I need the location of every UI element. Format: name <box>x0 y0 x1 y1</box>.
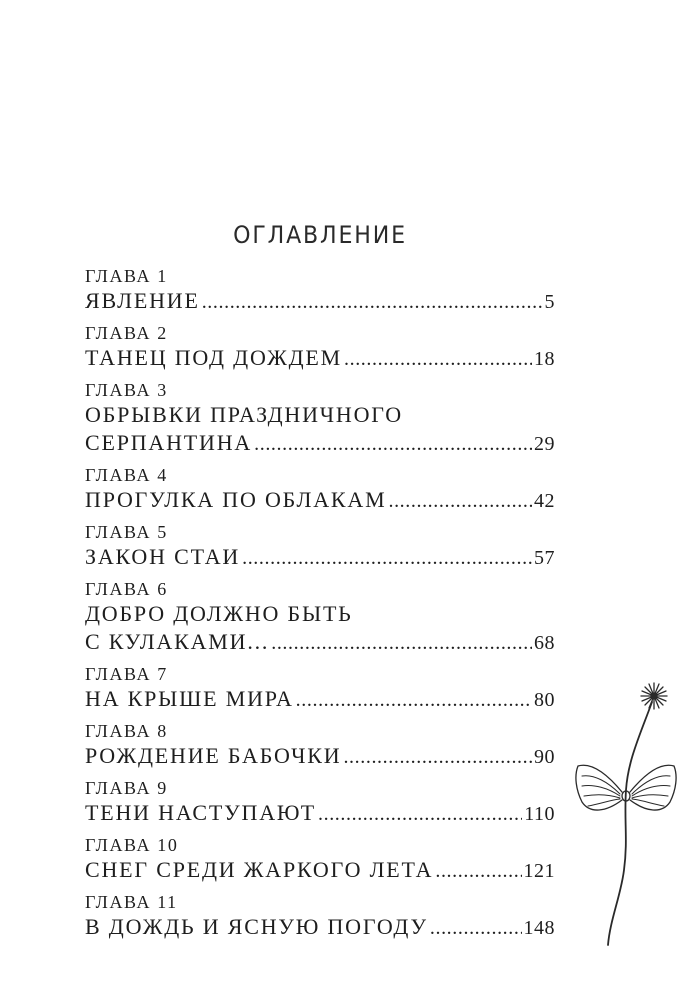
chapter-title-row <box>85 742 555 771</box>
page-number: 110 <box>524 803 555 825</box>
toc-entry <box>85 834 555 891</box>
chapter-title-row <box>85 344 555 373</box>
chapter-label: ГЛАВА 3 <box>85 380 168 400</box>
chapter-title-row <box>85 799 555 828</box>
chapter-label: ГЛАВА 8 <box>85 721 168 741</box>
toc-entry <box>85 663 555 720</box>
toc-entry <box>85 720 555 777</box>
chapter-label: ГЛАВА 9 <box>85 778 168 798</box>
chapter-title: ТАНЕЦ ПОД ДОЖДЕМ <box>85 345 342 370</box>
page-number: 121 <box>523 860 555 882</box>
toc-entry <box>85 891 555 948</box>
chapter-title-row <box>85 685 555 714</box>
toc-entry <box>85 379 555 464</box>
chapter-label: ГЛАВА 4 <box>85 465 168 485</box>
chapter-label: ГЛАВА 6 <box>85 579 168 599</box>
dot-leader <box>271 629 532 657</box>
chapter-title: ПРОГУЛКА ПО ОБЛАКАМ <box>85 487 387 512</box>
chapter-title: ДОБРО ДОЛЖНО БЫТЬ <box>85 601 353 626</box>
chapter-title: ЯВЛЕНИЕ <box>85 288 200 313</box>
toc-entry <box>85 265 555 322</box>
dot-leader <box>202 288 543 316</box>
dot-leader <box>296 686 532 714</box>
chapter-title-row <box>85 429 555 458</box>
chapter-title-row <box>85 287 555 316</box>
chapter-label: ГЛАВА 7 <box>85 664 168 684</box>
chapter-title: СЕРПАНТИНА <box>85 430 253 455</box>
toc-entry <box>85 464 555 521</box>
dot-leader <box>430 914 522 942</box>
chapter-label: ГЛАВА 11 <box>85 892 178 912</box>
dot-leader <box>388 487 532 515</box>
chapter-title: НА КРЫШЕ МИРА <box>85 686 294 711</box>
table-of-contents <box>85 265 555 948</box>
toc-entry <box>85 777 555 834</box>
chapter-title-row <box>85 628 555 657</box>
entry-spacer <box>85 942 555 948</box>
toc-entry <box>85 322 555 379</box>
chapter-title-row <box>85 543 555 572</box>
page-number: 148 <box>523 917 555 939</box>
page-number: 90 <box>534 746 555 768</box>
chapter-title-row <box>85 486 555 515</box>
chapter-title: С КУЛАКАМИ... <box>85 629 270 654</box>
chapter-title: ЗАКОН СТАИ <box>85 544 241 569</box>
dot-leader <box>254 430 532 458</box>
dot-leader <box>318 800 522 828</box>
page-number: 18 <box>534 348 555 370</box>
chapter-title: ОБРЫВКИ ПРАЗДНИЧНОГО <box>85 402 403 427</box>
chapter-label: ГЛАВА 2 <box>85 323 168 343</box>
chapter-title: ТЕНИ НАСТУПАЮТ <box>85 800 316 825</box>
page-number: 42 <box>534 490 555 512</box>
page-number: 57 <box>534 547 555 569</box>
chapter-label: ГЛАВА 5 <box>85 522 168 542</box>
page-number: 5 <box>544 291 555 313</box>
dot-leader <box>344 345 532 373</box>
chapter-title-row <box>85 913 555 942</box>
winged-flower-icon <box>570 680 680 950</box>
page-number: 80 <box>534 689 555 711</box>
chapter-title: СНЕГ СРЕДИ ЖАРКОГО ЛЕТА <box>85 857 434 882</box>
chapter-title-row <box>85 856 555 885</box>
dot-leader <box>343 743 532 771</box>
page-title: ОГЛАВЛЕНИЕ <box>233 221 407 250</box>
page-number: 68 <box>534 632 555 654</box>
chapter-label: ГЛАВА 10 <box>85 835 179 855</box>
chapter-label: ГЛАВА 1 <box>85 266 168 286</box>
page-number: 29 <box>534 433 555 455</box>
toc-entry <box>85 521 555 578</box>
chapter-title: В ДОЖДЬ И ЯСНУЮ ПОГОДУ <box>85 914 428 939</box>
toc-entry <box>85 578 555 663</box>
dot-leader <box>435 857 521 885</box>
chapter-title: РОЖДЕНИЕ БАБОЧКИ <box>85 743 342 768</box>
dot-leader <box>242 544 532 572</box>
